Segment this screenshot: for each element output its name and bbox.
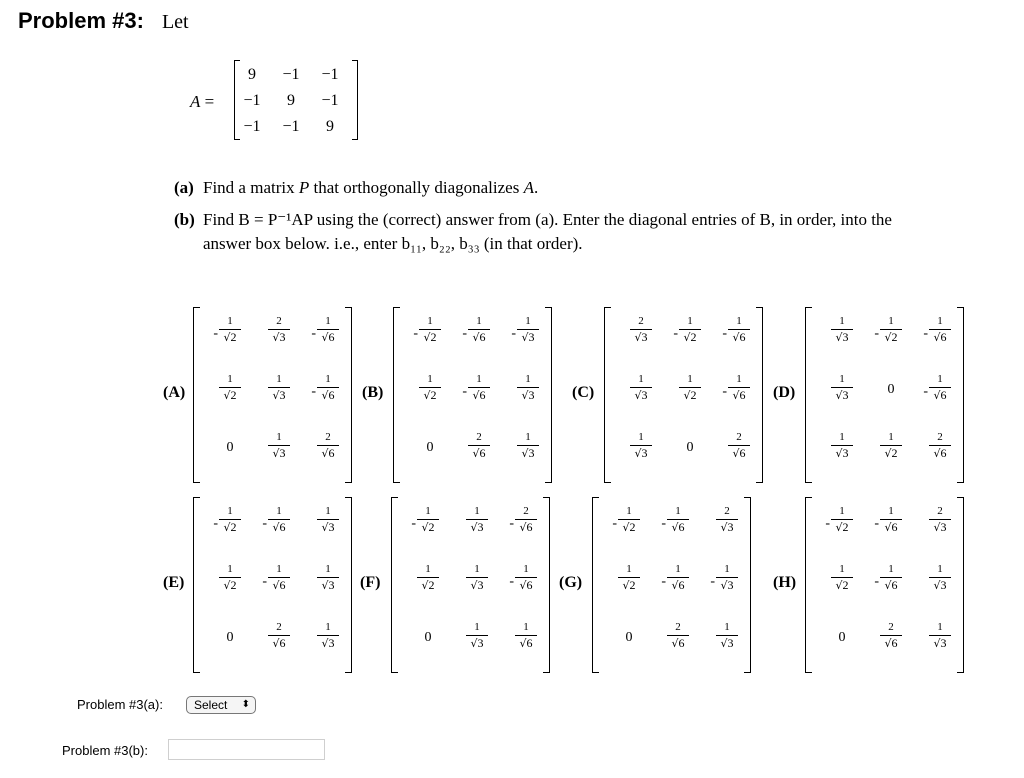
- matrix-entry: - 1 √2: [199, 313, 249, 353]
- matrix-entry: - 1 √6: [860, 503, 910, 543]
- matrix-entry: - 1 √2: [598, 503, 648, 543]
- matrix-entry: 1 √3: [811, 371, 861, 411]
- matrix-entry: 1 √3: [610, 429, 660, 469]
- option-label: (H): [773, 574, 797, 591]
- matrix-entry: - 2 √6: [495, 503, 545, 543]
- matrix-entry: - 1 √6: [495, 561, 545, 601]
- matrix-a-cell: −1: [321, 92, 339, 109]
- matrix-entry: - 1 √6: [647, 503, 697, 543]
- select-arrows-icon: ⬍: [241, 699, 250, 710]
- matrix-entry: 1 √2: [199, 371, 249, 411]
- matrix-entry: 1 √3: [610, 371, 660, 411]
- matrix-a-label: A =: [190, 92, 215, 111]
- matrix-entry: 1 √3: [446, 503, 496, 543]
- matrix-a-cell: −1: [282, 66, 300, 83]
- matrix-entry: 1 √3: [909, 561, 959, 601]
- matrix-entry: - 1 √3: [696, 561, 746, 601]
- option-label: (C): [572, 384, 595, 401]
- matrix-entry: 2 √3: [696, 503, 746, 543]
- option-label: (E): [163, 574, 185, 591]
- matrix-a-cell: 9: [326, 118, 334, 135]
- matrix-entry: - 1 √6: [448, 371, 498, 411]
- matrix-entry: - 1 √2: [397, 503, 447, 543]
- matrix-entry: - 1 √6: [909, 313, 959, 353]
- matrix-a: [190, 60, 360, 144]
- matrix-entry: 1 √2: [598, 561, 648, 601]
- matrix-entry: 1 √3: [248, 429, 298, 469]
- part-b-line1: Find B = P⁻¹AP using the (correct) answer from (a). Enter the diagonal entries of B, in order, into the: [203, 210, 892, 229]
- problem-intro: Let: [161, 11, 189, 33]
- problem-parts: [174, 176, 1014, 264]
- matrix-entry: 2 √6: [248, 619, 298, 659]
- matrix-entry: 1 √2: [199, 561, 249, 601]
- matrix-entry: - 1 √3: [497, 313, 547, 353]
- matrix-entry: 1 √2: [860, 429, 910, 469]
- matrix-entry: 0: [686, 440, 694, 455]
- matrix-entry: 0: [838, 630, 846, 645]
- matrix-entry: 1 √2: [397, 561, 447, 601]
- matrix-a-cell: −1: [321, 66, 339, 83]
- matrix-entry: 1 √3: [297, 503, 347, 543]
- matrix-entry: 2 √6: [909, 429, 959, 469]
- part-b-line2: answer box below. i.e., enter b₁₁, b₂₂, b₃₃ (in that order).: [203, 234, 583, 253]
- matrix-entry: 1 √3: [811, 429, 861, 469]
- matrix-entry: - 1 √6: [448, 313, 498, 353]
- matrix-entry: 1 √3: [497, 371, 547, 411]
- matrix-entry: 1 √3: [446, 561, 496, 601]
- matrix-a-cell: 9: [287, 92, 295, 109]
- answer-a-label: Problem #3(a):: [77, 697, 163, 712]
- matrix-entry: 1 √3: [811, 313, 861, 353]
- matrix-entry: - 1 √6: [647, 561, 697, 601]
- matrix-a-cell: −1: [243, 118, 261, 135]
- matrix-entry: 2 √3: [610, 313, 660, 353]
- matrix-entry: 0: [226, 440, 234, 455]
- matrix-entry: 0: [226, 630, 234, 645]
- answer-a-select[interactable]: Select ⬍: [186, 696, 256, 714]
- matrix-entry: 0: [625, 630, 633, 645]
- matrix-a-cell: 9: [248, 66, 256, 83]
- option-label: (G): [559, 574, 583, 591]
- matrix-entry: 1 √6: [495, 619, 545, 659]
- matrix-entry: 1 √3: [497, 429, 547, 469]
- matrix-entry: 2 √6: [448, 429, 498, 469]
- matrix-entry: - 1 √2: [811, 503, 861, 543]
- option-label: (D): [773, 384, 796, 401]
- matrix-entry: 0: [426, 440, 434, 455]
- matrix-entry: 2 √6: [860, 619, 910, 659]
- matrix-entry: - 1 √2: [659, 313, 709, 353]
- part-a: (a) Find a matrix P that orthogonally diagonalizes A.: [174, 176, 1014, 200]
- matrix-entry: - 1 √2: [860, 313, 910, 353]
- option-label: (A): [163, 384, 186, 401]
- part-b: [174, 208, 1014, 256]
- matrix-entry: 2 √6: [708, 429, 758, 469]
- answer-b-label: Problem #3(b):: [62, 743, 148, 758]
- part-a-label: (a): [174, 178, 194, 197]
- matrix-a-cell: −1: [282, 118, 300, 135]
- matrix-entry: 1 √3: [909, 619, 959, 659]
- matrix-entry: - 1 √6: [248, 561, 298, 601]
- matrix-entry: - 1 √6: [860, 561, 910, 601]
- matrix-entry: - 1 √2: [399, 313, 449, 353]
- matrix-entry: 1 √2: [399, 371, 449, 411]
- matrix-entry: 1 √3: [446, 619, 496, 659]
- matrix-entry: - 1 √6: [708, 371, 758, 411]
- matrix-entry: - 1 √6: [248, 503, 298, 543]
- option-label: (F): [360, 574, 381, 591]
- problem-header: [18, 8, 189, 34]
- matrix-entry: 1 √3: [297, 561, 347, 601]
- matrix-a-right-bracket: [352, 60, 358, 140]
- matrix-entry: 0: [424, 630, 432, 645]
- matrix-entry: 2 √6: [647, 619, 697, 659]
- answer-b-input[interactable]: [168, 739, 325, 760]
- matrix-entry: 2 √3: [909, 503, 959, 543]
- matrix-entry: 1 √2: [811, 561, 861, 601]
- matrix-entry: - 1 √6: [909, 371, 959, 411]
- matrix-entry: - 1 √6: [297, 371, 347, 411]
- matrix-entry: 2 √6: [297, 429, 347, 469]
- matrix-entry: 1 √2: [659, 371, 709, 411]
- matrix-entry: 2 √3: [248, 313, 298, 353]
- option-label: (B): [362, 384, 384, 401]
- matrix-entry: - 1 √6: [297, 313, 347, 353]
- part-b-label: (b): [174, 210, 195, 229]
- matrix-entry: 0: [887, 382, 895, 397]
- matrix-entry: 1 √3: [248, 371, 298, 411]
- matrix-a-cell: −1: [243, 92, 261, 109]
- matrix-entry: 1 √3: [297, 619, 347, 659]
- matrix-entry: - 1 √2: [199, 503, 249, 543]
- problem-title: Problem #3:: [18, 8, 144, 33]
- matrix-entry: 1 √3: [696, 619, 746, 659]
- matrix-entry: - 1 √6: [708, 313, 758, 353]
